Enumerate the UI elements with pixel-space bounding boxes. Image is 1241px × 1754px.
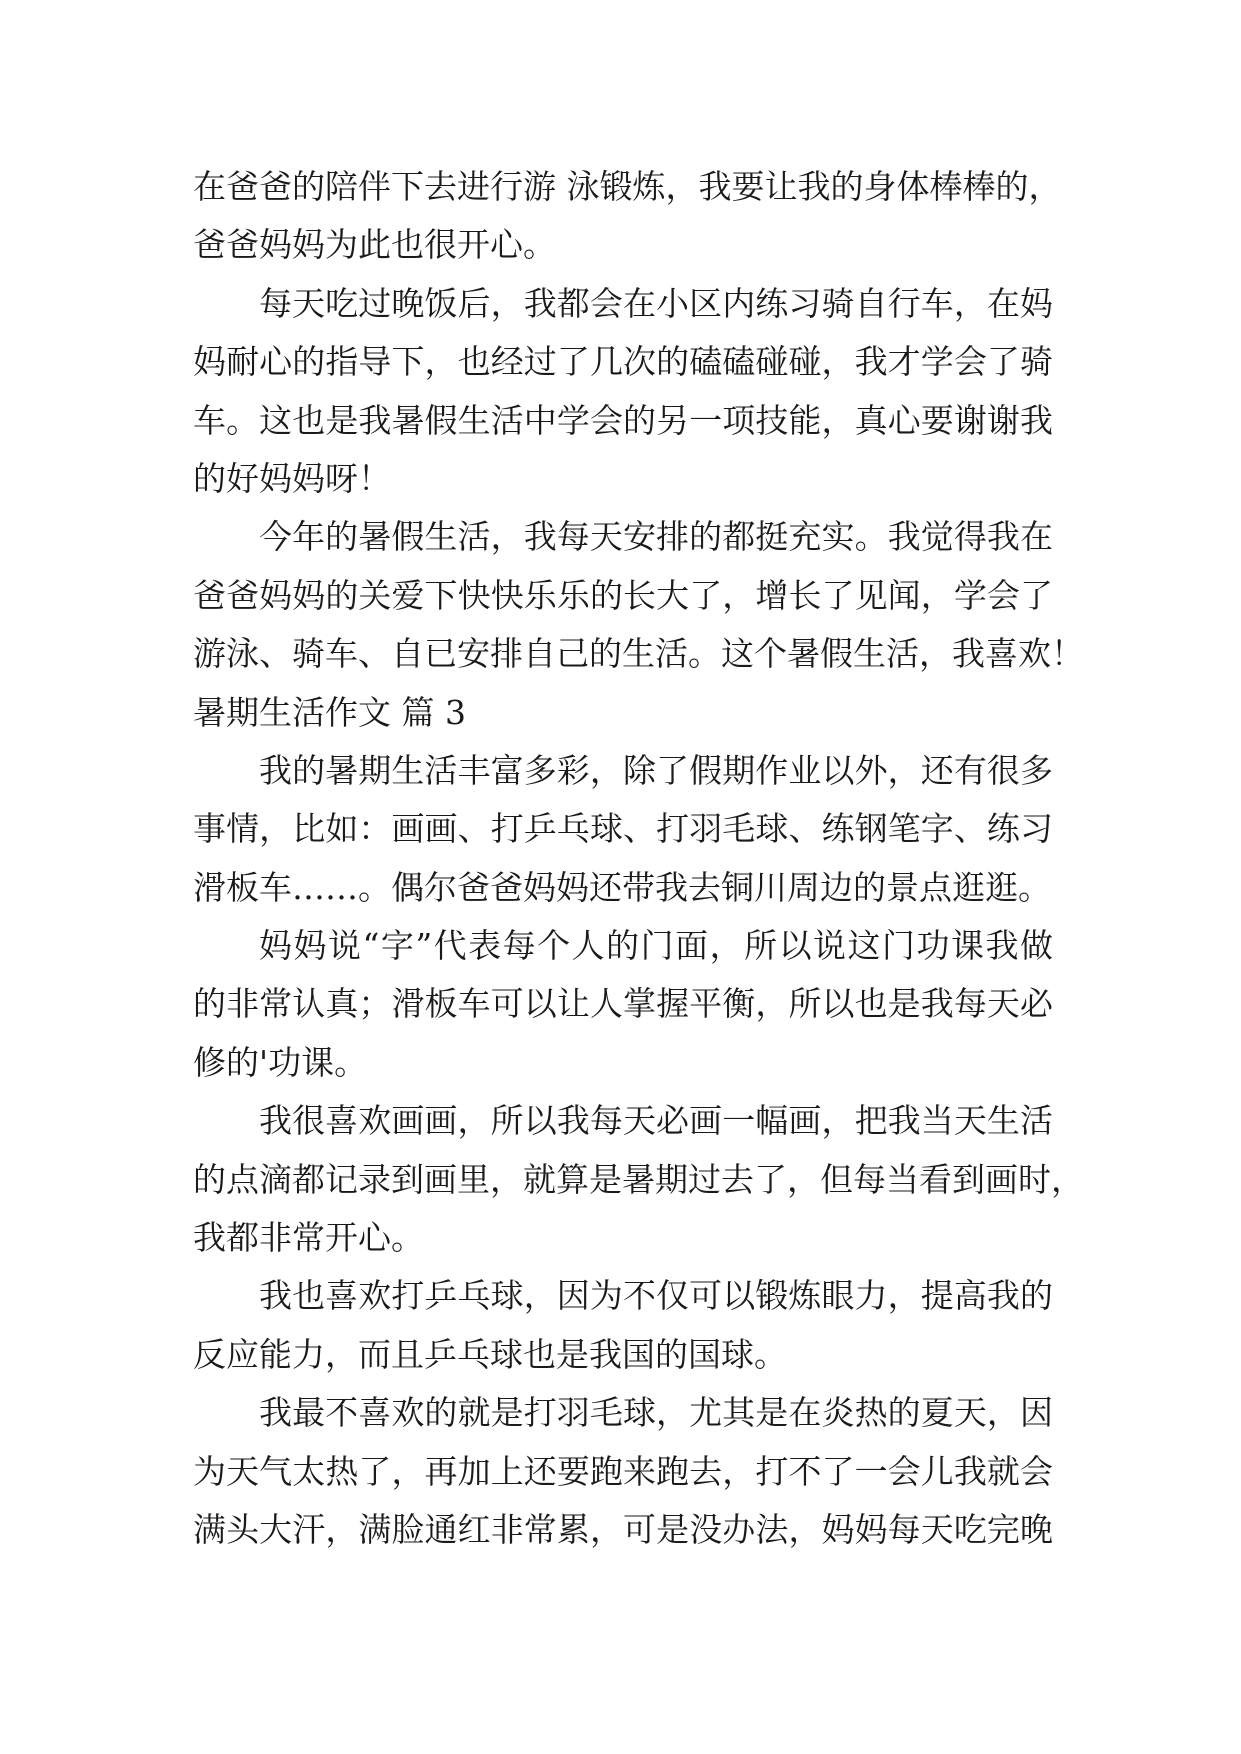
- text-line: 妈妈说“字”代表每个人的门面，所以说这门功课我做: [259, 926, 1053, 966]
- text-line: 我很喜欢画画，所以我每天必画一幅画，把我当天生活: [259, 1101, 1053, 1141]
- text-line: 我最不喜欢的就是打羽毛球，尤其是在炎热的夏天，因: [259, 1393, 1053, 1433]
- text-line: 我的暑期生活丰富多彩，除了假期作业以外，还有很多: [259, 750, 1053, 790]
- text-line: 事情，比如：画画、打乒乓球、打羽毛球、练钢笔字、练习: [193, 809, 1053, 849]
- text-line: 车。这也是我暑假生活中学会的另一项技能，真心要谢谢我: [193, 400, 1053, 440]
- text-line: 每天吃过晚饭后，我都会在小区内练习骑自行车，在妈: [259, 283, 1053, 323]
- text-line: 爸爸妈妈的关爱下快快乐乐的长大了，增长了见闻，学会了: [193, 575, 1053, 615]
- text-line: 今年的暑假生活，我每天安排的都挺充实。我觉得我在: [259, 517, 1053, 557]
- text-line: 我都非常开心。: [193, 1218, 424, 1258]
- text-line: 的好妈妈呀！: [193, 458, 391, 498]
- text-line: 在爸爸的陪伴下去进行游 泳锻炼，我要让我的身体棒棒的，: [193, 167, 1062, 206]
- text-line: 妈耐心的指导下，也经过了几次的磕磕碰碰，我才学会了骑: [193, 342, 1053, 382]
- document-body: [193, 158, 1084, 1559]
- text-line: 的点滴都记录到画里，就算是暑期过去了，但每当看到画时，: [193, 1159, 1084, 1199]
- text-line: 我也喜欢打乒乓球，因为不仅可以锻炼眼力，提高我的: [259, 1276, 1053, 1316]
- text-line: 游泳、骑车、自已安排自己的生活。这个暑假生活，我喜欢！: [193, 634, 1084, 674]
- text-line: 的非常认真；滑板车可以让人掌握平衡，所以也是我每天必: [193, 984, 1053, 1024]
- text-line: 反应能力，而且乒乓球也是我国的国球。: [193, 1334, 787, 1374]
- text-line: 滑板车……。偶尔爸爸妈妈还带我去铜川周边的景点逛逛。: [193, 867, 1051, 907]
- section-heading: 暑期生活作文 篇 3: [193, 692, 466, 732]
- text-line: 爸爸妈妈为此也很开心。: [193, 225, 556, 265]
- text-line: 修的'功课。: [193, 1042, 368, 1082]
- text-line: 为天气太热了，再加上还要跑来跑去，打不了一会儿我就会: [193, 1451, 1053, 1491]
- text-line: 满头大汗，满脸通红非常累，可是没办法，妈妈每天吃完晚: [193, 1509, 1053, 1549]
